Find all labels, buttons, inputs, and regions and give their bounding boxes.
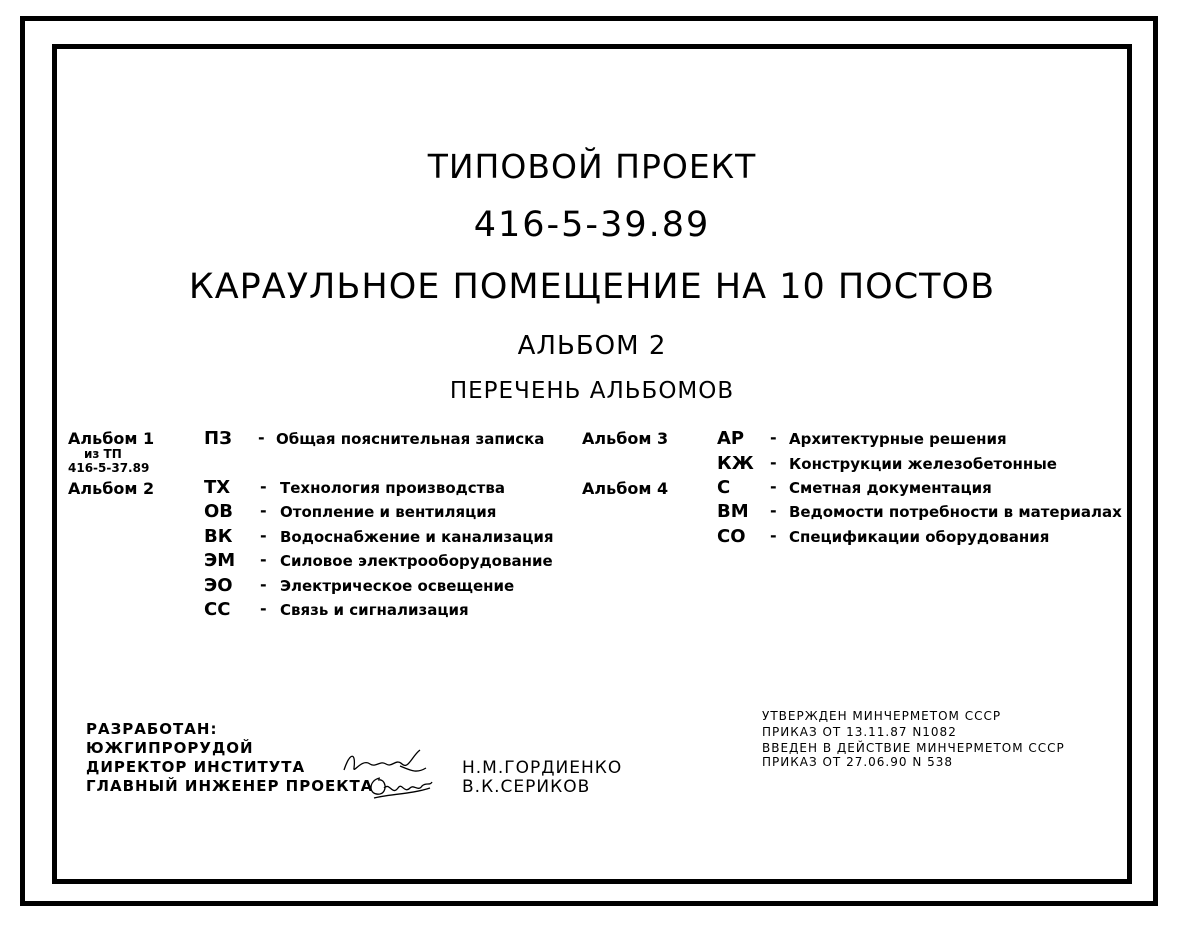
approval-line-1: УТВЕРЖДЕН МИНЧЕРМЕТОМ СССР xyxy=(762,709,1002,723)
project-name: КАРАУЛЬНОЕ ПОМЕЩЕНИЕ НА 10 ПОСТОВ xyxy=(188,267,996,307)
developer-org: ЮЖГИПРОРУДОЙ xyxy=(86,739,254,757)
director-role: ДИРЕКТОР ИНСТИТУТА xyxy=(86,758,306,776)
right-item-dash: - xyxy=(770,501,777,520)
left-item-dash: - xyxy=(258,428,265,447)
right-item-dash: - xyxy=(770,453,777,472)
album1-sub-from: из ТП xyxy=(84,447,122,461)
right-item-desc: Спецификации оборудования xyxy=(789,528,1050,546)
left-item-desc: Связь и сигнализация xyxy=(280,601,469,619)
approval-line-2: ПРИКАЗ ОТ 13.11.87 N1082 xyxy=(762,725,957,739)
right-item-dash: - xyxy=(770,428,777,447)
right-item-desc: Конструкции железобетонные xyxy=(789,455,1057,473)
left-item-code: ПЗ xyxy=(204,428,232,449)
engineer-signature xyxy=(366,772,436,802)
left-item-code: СС xyxy=(204,599,231,620)
right-item-dash: - xyxy=(770,526,777,545)
approval-line-3: ВВЕДЕН В ДЕЙСТВИЕ МИНЧЕРМЕТОМ СССР xyxy=(762,741,1065,755)
album2-label: Альбом 2 xyxy=(68,479,155,498)
right-item-code: АР xyxy=(717,428,745,449)
left-item-desc: Водоснабжение и канализация xyxy=(280,528,554,546)
left-item-dash: - xyxy=(260,550,267,569)
album3-label: Альбом 3 xyxy=(582,429,669,448)
right-item-code: ВМ xyxy=(717,501,749,522)
album1-label: Альбом 1 xyxy=(68,429,155,448)
left-item-desc: Силовое электрооборудование xyxy=(280,552,553,570)
left-item-dash: - xyxy=(260,477,267,496)
director-name: Н.М.ГОРДИЕНКО xyxy=(462,758,623,778)
left-item-desc: Технология производства xyxy=(280,479,505,497)
left-item-dash: - xyxy=(260,575,267,594)
doc-type-title: ТИПОВОЙ ПРОЕКТ xyxy=(427,147,757,186)
left-item-desc: Электрическое освещение xyxy=(280,577,515,595)
developed-by-label: РАЗРАБОТАН: xyxy=(86,720,218,738)
approval-line-4: ПРИКАЗ ОТ 27.06.90 N 538 xyxy=(762,755,954,769)
album-list-heading: ПЕРЕЧЕНЬ АЛЬБОМОВ xyxy=(449,378,735,404)
left-item-dash: - xyxy=(260,526,267,545)
right-item-code: КЖ xyxy=(717,453,754,474)
left-item-code: ВК xyxy=(204,526,233,547)
album4-label: Альбом 4 xyxy=(582,479,669,498)
left-item-code: ЭМ xyxy=(204,550,236,571)
album-number: АЛЬБОМ 2 xyxy=(517,331,667,361)
chief-engineer-name: В.К.СЕРИКОВ xyxy=(462,777,591,797)
left-item-dash: - xyxy=(260,501,267,520)
album1-sub-project: 416-5-37.89 xyxy=(68,461,150,475)
right-item-desc: Сметная документация xyxy=(789,479,992,497)
project-number: 416-5-39.89 xyxy=(473,205,711,245)
right-item-desc: Ведомости потребности в материалах xyxy=(789,503,1122,521)
chief-engineer-role: ГЛАВНЫЙ ИНЖЕНЕР ПРОЕКТА xyxy=(86,777,374,795)
left-item-desc: Отопление и вентиляция xyxy=(280,503,497,521)
right-item-code: С xyxy=(717,477,731,498)
left-item-desc: Общая пояснительная записка xyxy=(276,430,545,448)
left-item-code: ЭО xyxy=(204,575,233,596)
right-item-desc: Архитектурные решения xyxy=(789,430,1007,448)
left-item-code: ОВ xyxy=(204,501,234,522)
left-item-dash: - xyxy=(260,599,267,618)
left-item-code: ТХ xyxy=(204,477,231,498)
right-item-code: СО xyxy=(717,526,746,547)
right-item-dash: - xyxy=(770,477,777,496)
